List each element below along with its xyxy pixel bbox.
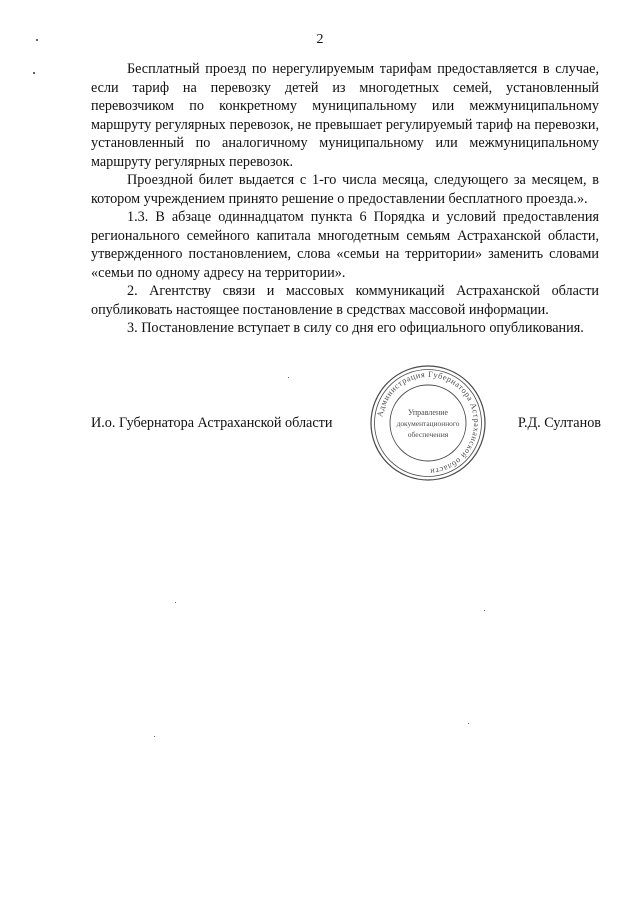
scan-speck xyxy=(175,602,176,603)
scan-speck xyxy=(288,377,289,378)
scan-speck xyxy=(154,736,155,737)
stamp-ring-text: Администрация Губернатора Астраханской области xyxy=(375,369,482,477)
scan-speck xyxy=(33,72,35,74)
paragraph-free-travel-tariff: Бесплатный проезд по нерегулируемым тарифам предоставляется в случае, если тариф на перевозку детей из многодетных семей, установленный перевозчиком по конкретному муниципальному или межмуниципальному маршруту регулярных перевозок, не превышает регулируемый тариф на перевозки, установленный по аналогичному муниципальному или межмуниципальному маршруту регулярных перевозок. xyxy=(91,61,599,170)
signer-name: Р.Д. Султанов xyxy=(517,415,601,431)
page-number: 2 xyxy=(316,32,324,47)
paragraph-item-3: 3. Постановление вступает в силу со дня его официального опубликования. xyxy=(127,320,584,336)
signature-block xyxy=(91,415,601,437)
document-body xyxy=(91,60,599,338)
stamp-line-2: документационного xyxy=(396,419,460,428)
signer-title: И.о. Губернатора Астраханской области xyxy=(91,415,333,431)
scan-speck xyxy=(468,723,469,724)
scan-speck xyxy=(484,610,485,611)
paragraph-item-1-3: 1.3. В абзаце одиннадцатом пункта 6 Порядка и условий предоставления регионального семейного капитала многодетным семьям Астраханской области, утвержденного постановлением, слова «семьи на территории» заменить словами «семьи по одному адресу на территории». xyxy=(91,209,599,281)
stamp-line-1: Управление xyxy=(407,408,449,417)
paragraph-travel-ticket: Проездной билет выдается с 1-го числа месяца, следующего за месяцем, в котором учреждением принято решение о предоставлении бесплатного проезда.». xyxy=(91,172,599,207)
official-stamp xyxy=(364,364,492,482)
scan-speck xyxy=(36,39,38,41)
stamp-line-3: обеспечения xyxy=(407,430,449,439)
paragraph-item-2: 2. Агентству связи и массовых коммуникаций Астраханской области опубликовать настоящее постановление в средствах массовой информации. xyxy=(91,283,599,318)
